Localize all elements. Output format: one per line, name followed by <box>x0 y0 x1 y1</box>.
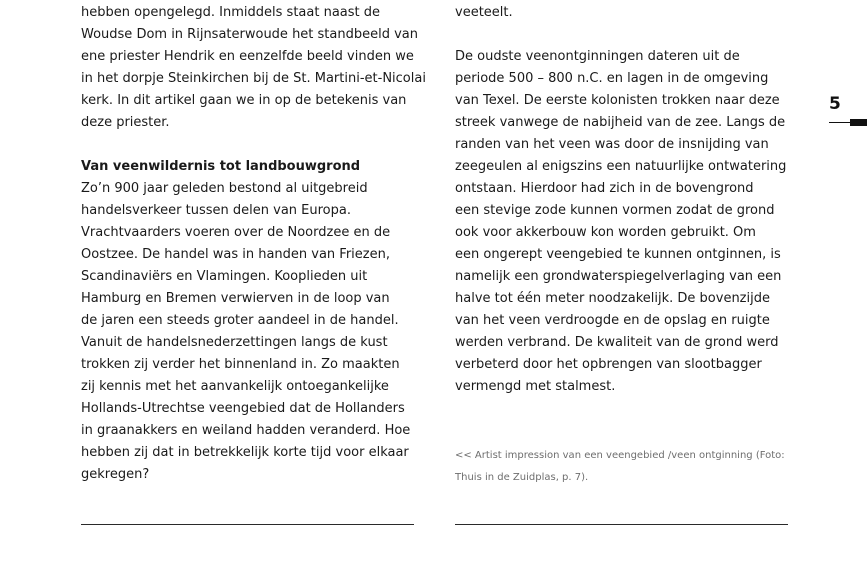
text-line: de jaren een steeds groter aandeel in de handel. <box>81 313 399 328</box>
text-line: Woudse Dom in Rijnsaterwoude het standbeeld van <box>81 27 419 42</box>
text-line: ook voor akkerbouw kon worden gebruikt. Om <box>455 225 756 240</box>
text-line: Zo’n 900 jaar geleden bestond al uitgebreid <box>81 181 368 196</box>
paragraph-spacer <box>455 24 791 46</box>
text-line: Hamburg en Bremen verwierven in de loop van <box>81 291 390 306</box>
text-line: deze priester. <box>81 115 170 130</box>
text-line: Vrachtvaarders voeren over de Noordzee en de <box>81 225 391 240</box>
text-line: zeegeulen al enigszins een natuurlijke ontwatering <box>455 159 787 174</box>
text-line: kerk. In dit artikel gaan we in op de betekenis van <box>81 93 407 108</box>
column-divider-line <box>455 524 788 525</box>
text-line: ontstaan. Hierdoor had zich in de bovengrond <box>455 181 754 196</box>
text-line: in graanakkers en weiland hadden veranderd. Hoe <box>81 423 411 438</box>
text-line: handelsverkeer tussen delen van Europa. <box>81 203 351 218</box>
text-line: periode 500 – 800 n.C. en lagen in de omgeving <box>455 71 769 86</box>
text-line: streek vanwege de nabijheid van de zee. Langs de <box>455 115 786 130</box>
page-marker-line <box>829 122 850 123</box>
right-text-column <box>455 2 791 398</box>
text-line: zij kennis met het aanvankelijk ontoegankelijke <box>81 379 389 394</box>
image-caption <box>455 445 795 489</box>
page-number: 5 <box>829 94 841 114</box>
column-divider-line <box>81 524 414 525</box>
left-text-column <box>81 2 426 486</box>
paragraph-spacer <box>81 134 421 156</box>
text-line: halve tot één meter noodzakelijk. De bovenzijde <box>455 291 770 306</box>
text-line: van Texel. De eerste kolonisten trokken naar deze <box>455 93 780 108</box>
text-line: ene priester Hendrik en eenzelfde beeld vinden we <box>81 49 414 64</box>
text-line: Vanuit de handelsnederzettingen langs de kust <box>81 335 388 350</box>
text-line: een ongerept veengebied te kunnen ontginnen, is <box>455 247 781 262</box>
caption-line: << Artist impression van een veengebied /veen ontginning (Foto: <box>455 450 785 461</box>
text-line: verbeterd door het opbrengen van slootbagger <box>455 357 762 372</box>
text-line: hebben zij dat in betrekkelijk korte tijd voor elkaar <box>81 445 409 460</box>
text-line: gekregen? <box>81 467 150 482</box>
text-line: trokken zij verder het binnenland in. Zo maakten <box>81 357 400 372</box>
text-line: Scandinaviërs en Vlamingen. Kooplieden uit <box>81 269 368 284</box>
text-line: werden verbrand. De kwaliteit van de grond werd <box>455 335 779 350</box>
text-line: een stevige zode kunnen vormen zodat de grond <box>455 203 775 218</box>
text-line: veeteelt. <box>455 5 513 20</box>
text-line: Hollands-Utrechtse veengebied dat de Hollanders <box>81 401 405 416</box>
caption-line: Thuis in de Zuidplas, p. 7). <box>455 472 589 483</box>
text-line: in het dorpje Steinkirchen bij de St. Martini-et-Nicolai <box>81 71 426 86</box>
section-heading: Van veenwildernis tot landbouwgrond <box>81 159 361 174</box>
text-line: De oudste veenontginningen dateren uit de <box>455 49 740 64</box>
page-marker-tab <box>850 119 867 126</box>
text-line: randen van het veen was door de insnijding van <box>455 137 769 152</box>
text-line: vermengd met stalmest. <box>455 379 616 394</box>
text-line: namelijk een grondwaterspiegelverlaging van een <box>455 269 782 284</box>
text-line: hebben opengelegd. Inmiddels staat naast de <box>81 5 381 20</box>
text-line: van het veen verdroogde en de opslag en ruigte <box>455 313 770 328</box>
text-line: Oostzee. De handel was in handen van Friezen, <box>81 247 390 262</box>
